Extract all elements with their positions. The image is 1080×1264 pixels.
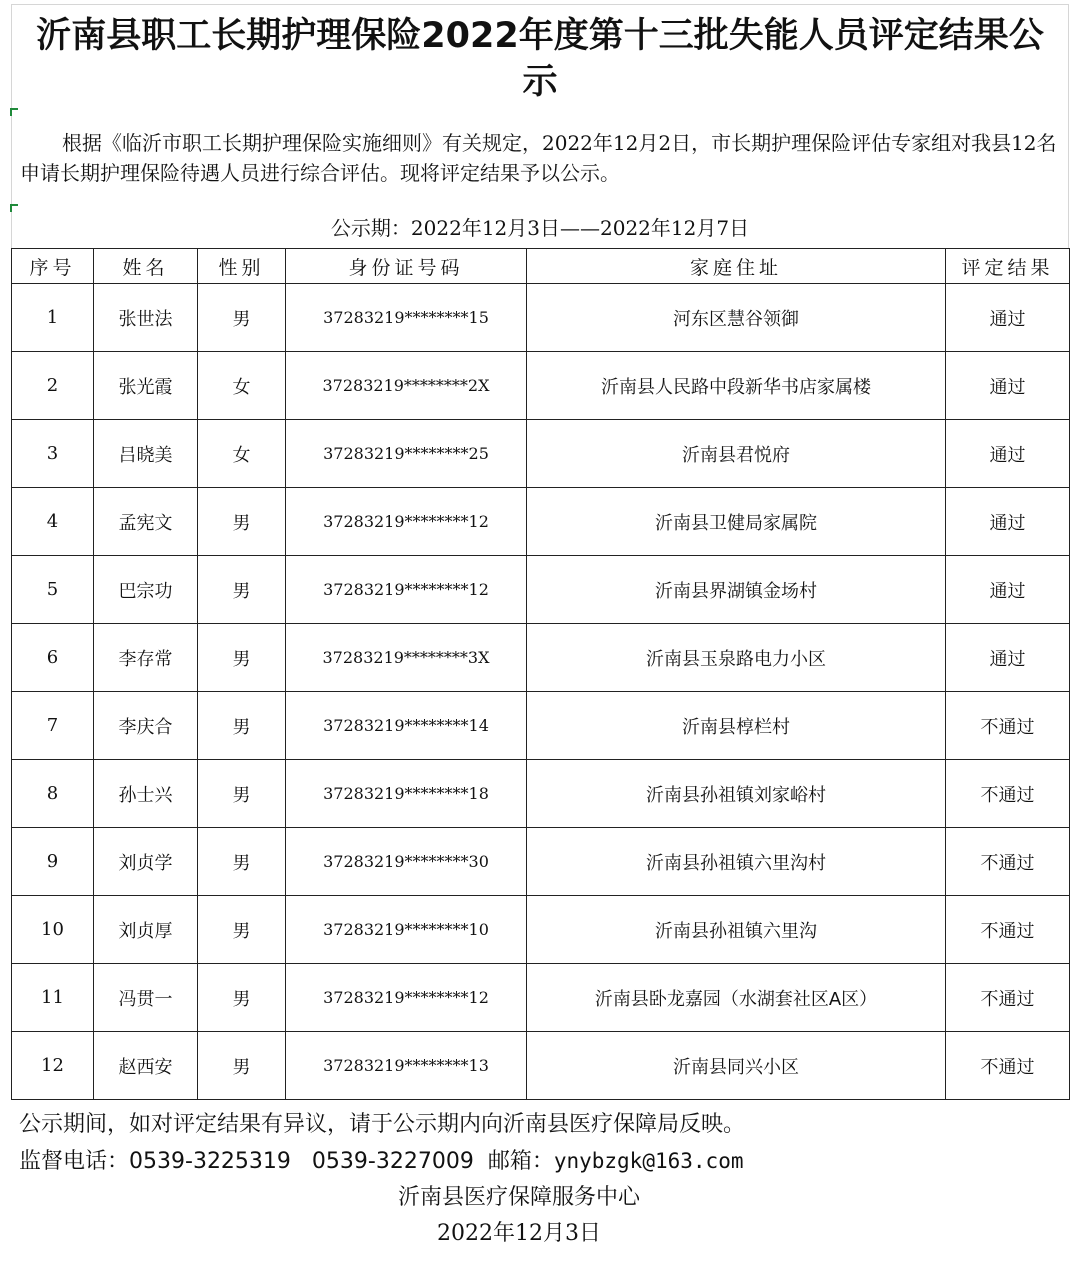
header-name: 姓名 — [94, 249, 198, 284]
cell-address: 沂南县君悦府 — [527, 420, 946, 488]
cell-address: 沂南县界湖镇金场村 — [527, 556, 946, 624]
table-row — [12, 692, 1070, 760]
email-label: 邮箱： — [487, 1149, 554, 1174]
email-address: ynybzgk@163.com — [553, 1149, 744, 1173]
period-text: 公示期：2022年12月3日——2022年12月7日 — [330, 216, 750, 240]
table-row — [12, 964, 1070, 1032]
cell-id-number: 37283219********12 — [286, 488, 527, 556]
cell-gender: 男 — [198, 828, 286, 896]
cell-name: 赵西安 — [94, 1032, 198, 1100]
cell-id-number: 37283219********12 — [286, 556, 527, 624]
page-title: 沂南县职工长期护理保险2022年度第十三批失能人员评定结果公示 — [11, 4, 1069, 112]
cell-result: 通过 — [946, 352, 1070, 420]
cell-gender: 女 — [198, 352, 286, 420]
notice-sheet — [11, 4, 1069, 1252]
contact-line — [19, 1143, 1069, 1180]
cell-no: 12 — [12, 1032, 94, 1100]
table-row — [12, 828, 1070, 896]
table-row — [12, 624, 1070, 692]
cell-gender: 男 — [198, 488, 286, 556]
cell-id-number: 37283219********14 — [286, 692, 527, 760]
cell-id-number: 37283219********10 — [286, 896, 527, 964]
cell-result: 通过 — [946, 556, 1070, 624]
cell-address: 沂南县孙祖镇六里沟 — [527, 896, 946, 964]
table-row — [12, 896, 1070, 964]
cell-id-number: 37283219********2X — [286, 352, 527, 420]
cell-no: 1 — [12, 284, 94, 352]
cell-address: 沂南县人民路中段新华书店家属楼 — [527, 352, 946, 420]
cell-corner-mark — [10, 108, 18, 116]
cell-name: 刘贞学 — [94, 828, 198, 896]
cell-name: 张世法 — [94, 284, 198, 352]
objection-notice: 公示期间，如对评定结果有异议，请于公示期内向沂南县医疗保障局反映。 — [19, 1112, 746, 1137]
cell-id-number: 37283219********30 — [286, 828, 527, 896]
cell-name: 刘贞厚 — [94, 896, 198, 964]
table-row — [12, 420, 1070, 488]
cell-result: 不通过 — [946, 760, 1070, 828]
cell-result: 不通过 — [946, 896, 1070, 964]
results-table — [11, 248, 1070, 1100]
cell-id-number: 37283219********12 — [286, 964, 527, 1032]
cell-id-number: 37283219********18 — [286, 760, 527, 828]
cell-name: 吕晓美 — [94, 420, 198, 488]
cell-no: 7 — [12, 692, 94, 760]
cell-result: 通过 — [946, 624, 1070, 692]
cell-address: 沂南县同兴小区 — [527, 1032, 946, 1100]
cell-id-number: 37283219********25 — [286, 420, 527, 488]
cell-no: 4 — [12, 488, 94, 556]
cell-result: 通过 — [946, 420, 1070, 488]
cell-gender: 男 — [198, 556, 286, 624]
cell-gender: 男 — [198, 964, 286, 1032]
cell-result: 不通过 — [946, 964, 1070, 1032]
cell-name: 李庆合 — [94, 692, 198, 760]
cell-corner-mark — [10, 204, 18, 212]
cell-gender: 男 — [198, 896, 286, 964]
publicity-period — [11, 208, 1069, 248]
table-row — [12, 488, 1070, 556]
cell-address: 沂南县孙祖镇六里沟村 — [527, 828, 946, 896]
issue-date: 2022年12月3日 — [437, 1221, 601, 1246]
cell-no: 9 — [12, 828, 94, 896]
phone-number-2: 0539-3227009 — [311, 1149, 474, 1174]
issuing-organization: 沂南县医疗保障服务中心 — [397, 1185, 640, 1210]
cell-address: 沂南县孙祖镇刘家峪村 — [527, 760, 946, 828]
table-row — [12, 556, 1070, 624]
cell-address: 沂南县椁栏村 — [527, 692, 946, 760]
cell-name: 李存常 — [94, 624, 198, 692]
header-no: 序号 — [12, 249, 94, 284]
phone-number-1: 0539-3225319 — [129, 1149, 291, 1174]
table-header-row — [12, 249, 1070, 284]
cell-result: 不通过 — [946, 828, 1070, 896]
cell-name: 巴宗功 — [94, 556, 198, 624]
cell-gender: 男 — [198, 1032, 286, 1100]
cell-no: 5 — [12, 556, 94, 624]
cell-no: 10 — [12, 896, 94, 964]
cell-no: 3 — [12, 420, 94, 488]
cell-id-number: 37283219********15 — [286, 284, 527, 352]
cell-no: 8 — [12, 760, 94, 828]
cell-id-number: 37283219********3X — [286, 624, 527, 692]
footer — [11, 1106, 1069, 1252]
table-row — [12, 760, 1070, 828]
cell-gender: 男 — [198, 692, 286, 760]
table-row — [12, 1032, 1070, 1100]
cell-gender: 男 — [198, 624, 286, 692]
cell-address: 沂南县玉泉路电力小区 — [527, 624, 946, 692]
table-row — [12, 284, 1070, 352]
cell-result: 通过 — [946, 284, 1070, 352]
cell-address: 河东区慧谷领御 — [527, 284, 946, 352]
intro-paragraph — [11, 112, 1069, 208]
cell-gender: 男 — [198, 760, 286, 828]
cell-result: 通过 — [946, 488, 1070, 556]
cell-name: 张光霞 — [94, 352, 198, 420]
header-result: 评定结果 — [946, 249, 1070, 284]
cell-gender: 男 — [198, 284, 286, 352]
header-id: 身份证号码 — [286, 249, 527, 284]
cell-no: 2 — [12, 352, 94, 420]
cell-name: 冯贯一 — [94, 964, 198, 1032]
cell-address: 沂南县卧龙嘉园（水湖套社区A区） — [527, 964, 946, 1032]
cell-result: 不通过 — [946, 1032, 1070, 1100]
phone-label: 监督电话： — [19, 1149, 130, 1174]
table-row — [12, 352, 1070, 420]
cell-address: 沂南县卫健局家属院 — [527, 488, 946, 556]
header-gender: 性别 — [198, 249, 286, 284]
cell-no: 6 — [12, 624, 94, 692]
cell-no: 11 — [12, 964, 94, 1032]
cell-result: 不通过 — [946, 692, 1070, 760]
header-address: 家庭住址 — [527, 249, 946, 284]
cell-id-number: 37283219********13 — [286, 1032, 527, 1100]
intro-text: 根据《临沂市职工长期护理保险实施细则》有关规定，2022年12月2日，市长期护理保险评估专家组对我县12名申请长期护理保险待遇人员进行综合评估。现将评定结果予以公示。 — [20, 131, 1057, 185]
cell-name: 孙士兴 — [94, 760, 198, 828]
cell-gender: 女 — [198, 420, 286, 488]
cell-name: 孟宪文 — [94, 488, 198, 556]
